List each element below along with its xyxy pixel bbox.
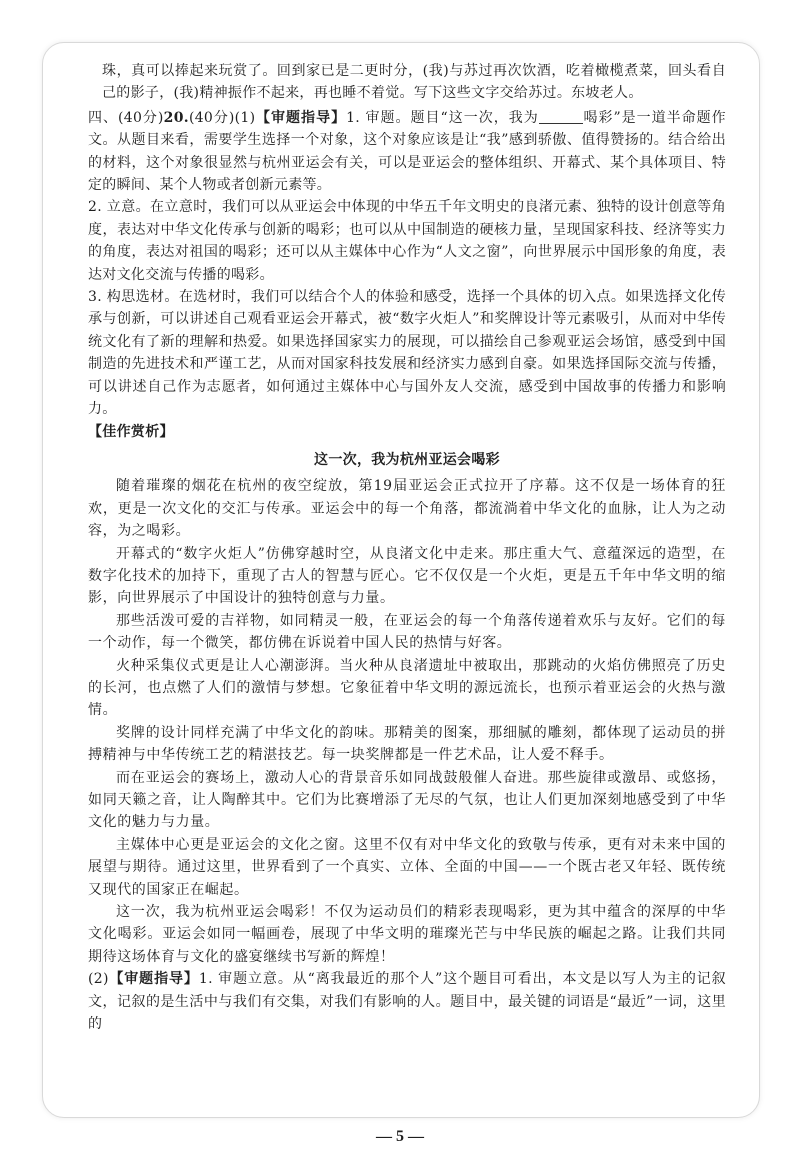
page-number: — 5 — [376, 1128, 424, 1145]
essay-paragraph: 主媒体中心更是亚运会的文化之窗。这里不仅有对中华文化的致敬与传承，更有对未来中国的展望与期待。通过这里，世界看到了一个真实、立体、全面的中国——一个既古老又年轻、既传统又现代的国家正在崛起。 [88, 836, 726, 898]
part2-guidance [88, 968, 726, 1035]
point2: 2. 立意。在立意时，我们可以从亚运会中体现的中华五千年文明史的良渚元素、独特的设计创意等角度，表达对中华文化传承与创新的喝彩；也可以从中国制造的硬核力量，呈现国家科技、经济等实力的角度，表达对祖国的喝彩；还可以从主媒体中心作为“人文之窗”，向世界展示中国形象的角度，表达对文化交流与传播的喝彩。 [88, 199, 726, 283]
essay-paragraph: 奖牌的设计同样充满了中华文化的韵味。那精美的图案，那细腻的雕刻，都体现了运动员的拼搏精神与中华传统工艺的精湛技艺。每一块奖牌都是一件艺术品，让人爱不释手。 [88, 724, 726, 764]
point1-text-b: 喝彩”是一道半命题作文。从题目来看，需要学生选择一个对象，这个对象应该是让“我”感到骄傲、值得赞扬的。结合给出的材料，这个对象很显然与杭州亚运会有关，可以是亚运会的整体组织、开幕式、某个具体项目、特定的瞬间、某个人物或者创新元素等。 [88, 109, 726, 194]
part2-label: (2) [88, 971, 109, 988]
question-number: 20. [163, 109, 189, 126]
essay-paragraph: 开幕式的“数字火炬人”仿佛穿越时空，从良渚文化中走来。那庄重大气、意蕴深远的造型，在数字化技术的加持下，重现了古人的智慧与匠心。它不仅仅是一个火炬，更是五千年中华文明的缩影，向世界展示了中国设计的独特创意与力量。 [88, 545, 726, 607]
guidance-tag: 【审题指导】 [255, 109, 347, 126]
essay-paragraph: 那些活泼可爱的吉祥物，如同精灵一般，在亚运会的每一个角落传递着欢乐与友好。它们的每一个动作，每一个微笑，都仿佛在诉说着中国人民的热情与好客。 [88, 612, 726, 652]
appreciation-tag: 【佳作赏析】 [88, 423, 174, 440]
section-prefix: 四、(40分) [88, 109, 164, 126]
essay-title: 这一次，我为杭州亚运会喝彩 [314, 451, 500, 468]
point3: 3. 构思选材。在选材时，我们可以结合个人的体验和感受，选择一个具体的切入点。如果选择文化传承与创新，可以讲述自己观看亚运会开幕式，被“数字火炬人”和奖牌设计等元素吸引，从而对中华传统文化有了新的理解和热爱。如果选择国家实力的展现，可以描绘自己参观亚运会场馆，感受到中国制造的先进技术和严谨工艺，从而对国家科技发展和经济实力感到自豪。如果选择国际交流与传播，可以讲述自己作为志愿者，如何通过主媒体中心与国外友人交流，感受到中国故事的传播力和影响力。 [88, 289, 726, 418]
part-label: (1) [234, 109, 256, 126]
q20-intro [88, 107, 726, 197]
essay-paragraph: 这一次，我为杭州亚运会喝彩！不仅为运动员们的精彩表现喝彩，更为其中蕴含的深厚的中华文化喝彩。亚运会如同一幅画卷，展现了中华文明的璀璨光芒与中华民族的崛起之路。让我们共同期待这场体育与文化的盛宴继续书写新的辉煌！ [88, 904, 726, 965]
question-score: (40分) [188, 109, 235, 126]
title-blank [539, 109, 583, 124]
essay-paragraph: 随着璀璨的烟花在杭州的夜空绽放，第19届亚运会正式拉开了序幕。这不仅是一场体育的狂欢，更是一次文化的交汇与传承。亚运会中的每一个角落，都流淌着中华文化的血脉，让人为之动容，为之喝彩。 [88, 478, 726, 540]
part2-guidance-tag: 【审题指导】 [108, 971, 199, 988]
part2-text: 1. 审题立意。从“离我最近的那个人”这个题目可看出，本文是以写人为主的记叙文，记叙的是生活中与我们有交集，对我们有影响的人。题目中，最关键的词语是“最近”一词，这里的 [88, 971, 726, 1033]
top-paragraph: 珠，真可以捧起来玩赏了。回到家已是二更时分，(我)与苏过再次饮酒，吃着橄榄煮菜，回头看自己的影子，(我)精神振作不起来，再也睡不着觉。写下这些文字交给苏过。东坡老人。 [102, 63, 726, 102]
point1-text-a: 1. 审题。题目“这一次，我为 [346, 109, 539, 126]
essay-paragraph: 而在亚运会的赛场上，激动人心的背景音乐如同战鼓般催人奋进。那些旋律或激昂、或悠扬，如同天籁之音，让人陶醉其中。它们为比赛增添了无尽的气氛，也让人们更加深刻地感受到了中华文化的魅力与力量。 [88, 769, 726, 831]
essay-paragraph: 火种采集仪式更是让人心潮澎湃。当火种从良渚遗址中被取出，那跳动的火焰仿佛照亮了历史的长河，也点燃了人们的激情与梦想。它象征着中华文明的源远流长，也预示着亚运会的火热与激情。 [88, 657, 726, 719]
essay [88, 475, 726, 968]
document-body [88, 60, 726, 1035]
